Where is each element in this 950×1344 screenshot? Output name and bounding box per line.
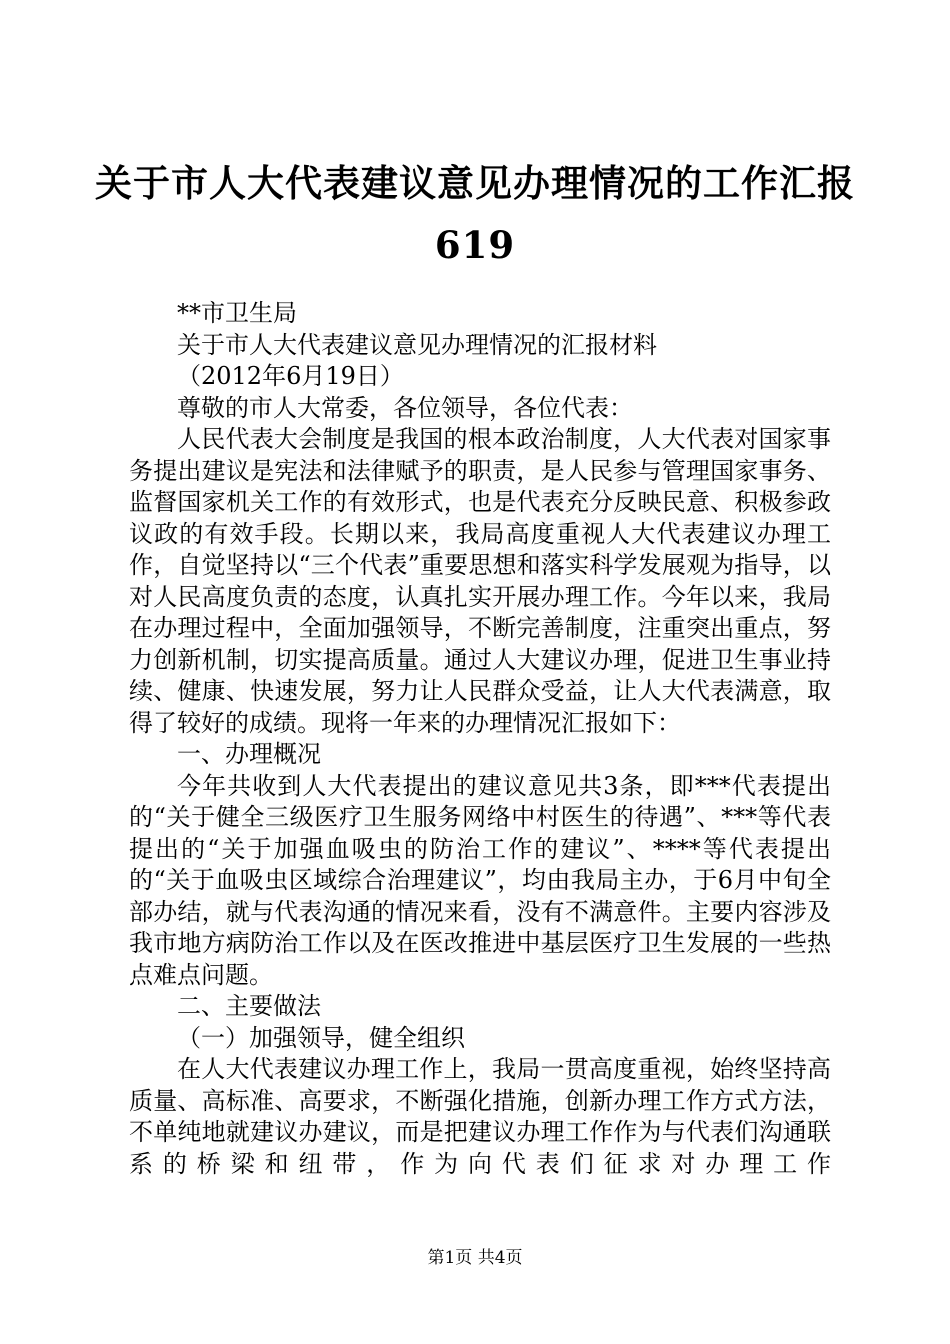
- subsection-heading-leadership: （一）加强领导，健全组织: [177, 1023, 465, 1052]
- section-heading-methods: 二、主要做法: [177, 992, 321, 1020]
- paragraph-overview: 今年共收到人大代表提出的建议意见共3条，即***代表提出的“关于健全三级医疗卫生服务网络中村医生的待遇”、***等代表提出的“关于加强血吸虫的防治工作的建议”、****等代表提出的“关于血吸虫区域综合治理建议”，均由我局主办，于6月中旬全部办结，就与代表沟通的情况来看，没有不满意件。主要内容涉及我市地方病防治工作以及在医改推进中基层医疗卫生发展的一些热点难点问题。: [129, 771, 831, 989]
- document-title: 关于市人大代表建议意见办理情况的工作汇报: [95, 161, 855, 205]
- document-title-number: 619: [434, 223, 516, 267]
- page-footer: 第1页 共4页: [427, 1248, 523, 1268]
- issuer-line: **市卫生局: [177, 299, 297, 327]
- date-line: （2012年6月19日）: [177, 362, 404, 390]
- subtitle-line: 关于市人大代表建议意见办理情况的汇报材料: [177, 330, 657, 359]
- section-heading-overview: 一、办理概况: [177, 740, 321, 768]
- document-body: [129, 298, 831, 1180]
- paragraph-leadership: 在人大代表建议办理工作上，我局一贯高度重视，始终坚持高质量、高标准、高要求，不断强化措施，创新办理工作方式方法，不单纯地就建议办建议，而是把建议办理工作作为与代表们沟通联系的桥梁和纽带，作为向代表们征求对办理工作: [129, 1055, 831, 1178]
- salutation: 尊敬的市人大常委，各位领导，各位代表：: [177, 393, 633, 422]
- paragraph-intro: 人民代表大会制度是我国的根本政治制度，人大代表对国家事务提出建议是宪法和法律赋予的职责，是人民参与管理国家事务、监督国家机关工作的有效形式，也是代表充分反映民意、积极参政议政的有效手段。长期以来，我局高度重视人大代表建议办理工作，自觉坚持以“三个代表”重要思想和落实科学发展观为指导，以对人民高度负责的态度，认真扎实开展办理工作。今年以来，我局在办理过程中，全面加强领导，不断完善制度，注重突出重点，努力创新机制，切实提高质量。通过人大建议办理，促进卫生事业持续、健康、快速发展，努力让人民群众受益，让人大代表满意，取得了较好的成绩。现将一年来的办理情况汇报如下：: [129, 425, 831, 737]
